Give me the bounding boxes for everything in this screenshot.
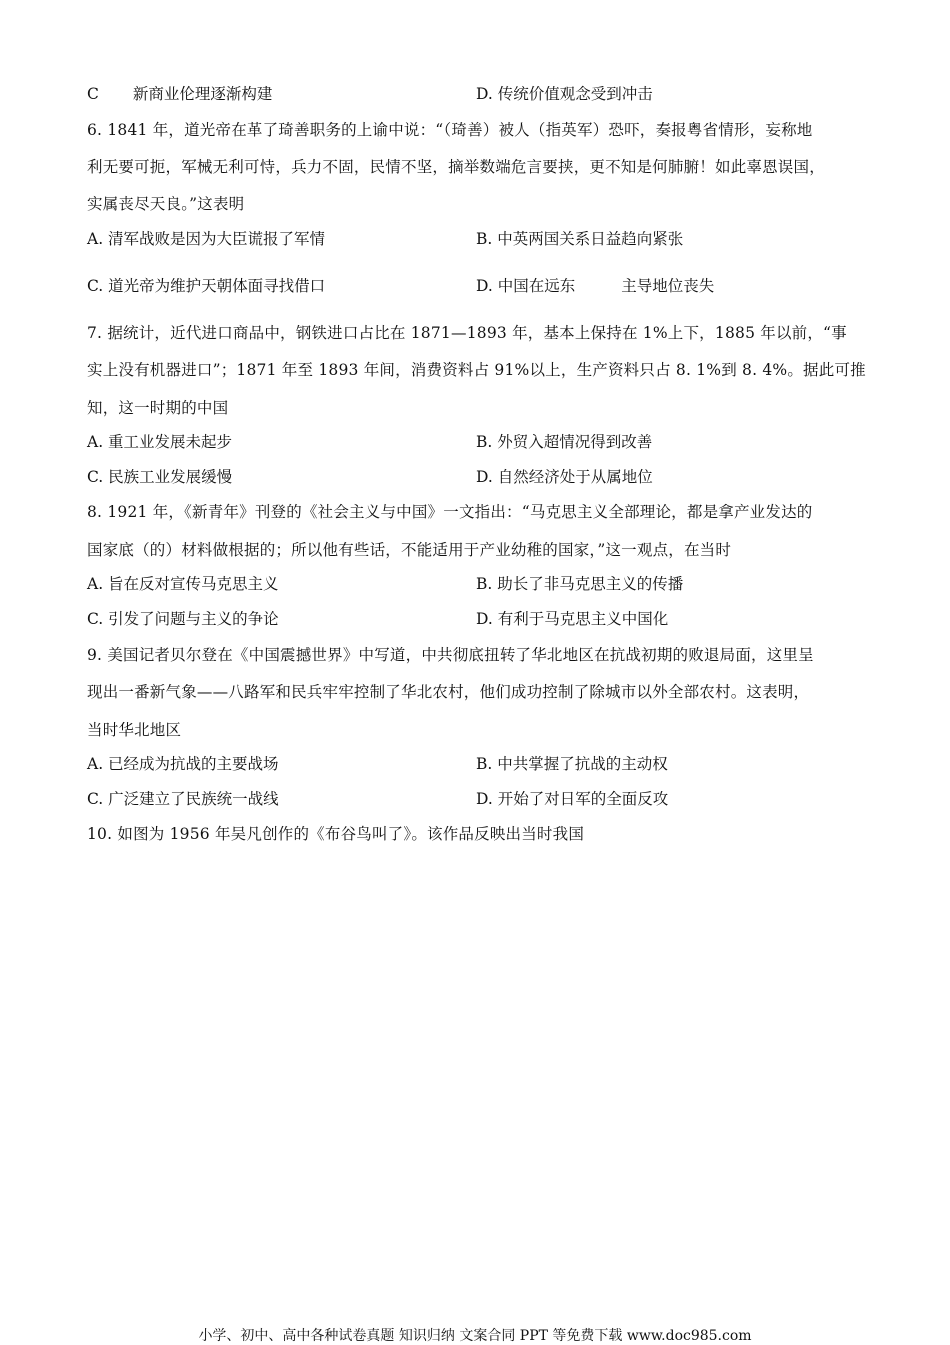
q9-option-b: B. 中共掌握了抗战的主动权	[476, 755, 668, 773]
q7-option-d: D. 自然经济处于从属地位	[476, 468, 653, 486]
q7-option-a: A. 重工业发展未起步	[87, 433, 233, 451]
q6-option-a: A. 清军战败是因为大臣谎报了军情	[87, 230, 326, 248]
q8-option-d: D. 有利于马克思主义中国化	[476, 610, 669, 628]
q6-options-row-cd	[87, 274, 867, 296]
q8-stem-line-1: 8. 1921 年，《新青年》刊登的《社会主义与中国》一文指出：“马克思主义全部理论，都是拿产业发达的	[87, 503, 813, 521]
q6-stem-line-1: 6. 1841 年，道光帝在革了琦善职务的上谕中说：“（琦善）被人（指英军）恐吓，奏报粤省情形，妄称地	[87, 121, 813, 139]
q6-option-c: C. 道光帝为维护天朝体面寻找借口	[87, 277, 326, 295]
q9-stem-line-1: 9. 美国记者贝尔登在《中国震撼世界》中写道，中共彻底扭转了华北地区在抗战初期的败退局面，这里呈	[87, 646, 814, 664]
q6-stem-line-3: 实属丧尽天良。”这表明	[87, 195, 245, 213]
q7-stem-line-1: 7. 据统计，近代进口商品中，钢铁进口占比在 1871—1893 年，基本上保持在 1%上下，1885 年以前，“事	[87, 324, 847, 342]
q6-options-row-ab	[87, 227, 867, 249]
q8-option-c: C. 引发了问题与主义的争论	[87, 610, 279, 628]
q10-stem-line-1: 10. 如图为 1956 年吴凡创作的《布谷鸟叫了》。该作品反映出当时我国	[87, 825, 585, 843]
q9-options-row-ab	[87, 752, 867, 774]
q5-option-c-letter: C	[87, 85, 99, 103]
q6-option-d	[476, 274, 714, 296]
q8-options-row-cd	[87, 607, 867, 629]
q8-stem-line-2: 国家底（的）材料做根据的；所以他有些话，不能适用于产业幼稚的国家，”这一观点，在当时	[87, 541, 732, 559]
q9-options-row-cd	[87, 787, 867, 809]
q5-option-c-text: 新商业伦理逐渐构建	[132, 85, 273, 103]
q7-option-c: C. 民族工业发展缓慢	[87, 468, 233, 486]
q6-stem-line-2: 利无要可扼，军械无利可恃，兵力不固，民情不坚，摘举数端危言要挟，更不知是何肺腑！如此辜恩误国，	[87, 158, 825, 176]
q5-option-d: D. 传统价值观念受到冲击	[476, 85, 653, 103]
q8-options-row-ab	[87, 572, 867, 594]
q6-option-b: B. 中英两国关系日益趋向紧张	[476, 230, 684, 248]
q7-option-b: B. 外贸入超情况得到改善	[476, 433, 653, 451]
q6-option-d-prefix: D. 中国在远东	[476, 277, 576, 295]
q9-option-a: A. 已经成为抗战的主要战场	[87, 755, 279, 773]
q5-option-c	[87, 82, 272, 104]
q7-options-row-cd	[87, 465, 867, 487]
q6-option-d-suffix: 主导地位丧失	[621, 277, 715, 295]
q9-stem-line-2: 现出一番新气象——八路军和民兵牢牢控制了华北农村，他们成功控制了除城市以外全部农村。这表明，	[87, 683, 810, 701]
q7-stem-line-3: 知，这一时期的中国	[87, 399, 229, 417]
q8-option-a: A. 旨在反对宣传马克思主义	[87, 575, 279, 593]
q7-options-row-ab	[87, 430, 867, 452]
q8-option-b: B. 助长了非马克思主义的传播	[476, 575, 684, 593]
page-footer: 小学、初中、高中各种试卷真题 知识归纳 文案合同 PPT 等免费下载 www.doc985.com	[198, 1328, 752, 1344]
q9-stem-line-3: 当时华北地区	[87, 721, 182, 739]
q5-options-row-cd	[87, 82, 867, 104]
q9-option-c: C. 广泛建立了民族统一战线	[87, 790, 279, 808]
q7-stem-line-2: 实上没有机器进口”；1871 年至 1893 年间，消费资料占 91%以上，生产资料只占 8. 1%到 8. 4%。据此可推	[87, 361, 866, 379]
q9-option-d: D. 开始了对日军的全面反攻	[476, 790, 669, 808]
